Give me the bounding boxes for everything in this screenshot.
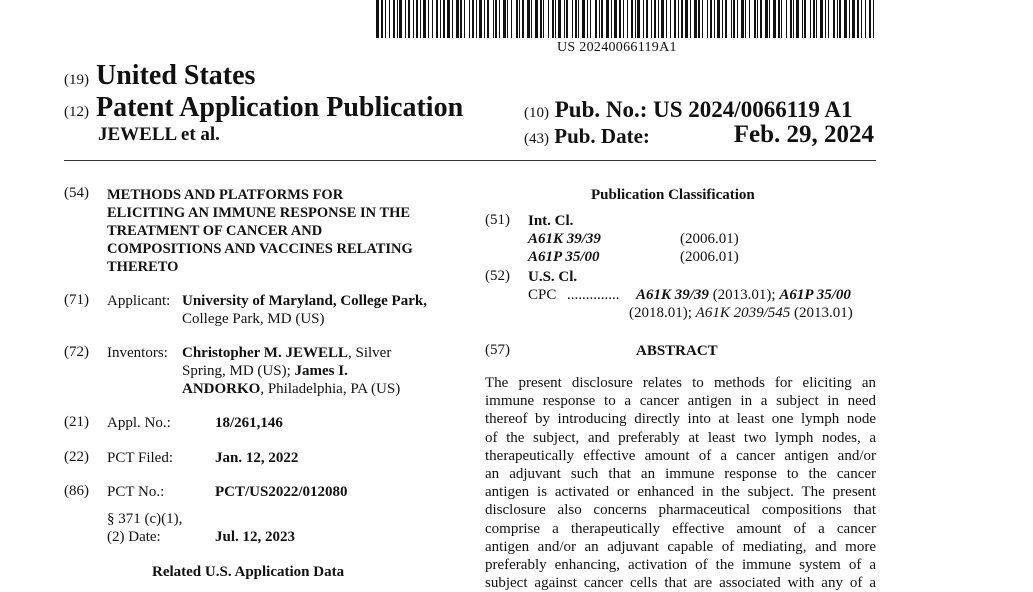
barcode-bar — [796, 0, 799, 38]
inid-code-12: (12) — [64, 104, 89, 120]
barcode-bar — [627, 0, 628, 38]
abstract-line: immune response to a cancer antigen in a subject in need — [485, 393, 876, 410]
barcode-bar — [725, 0, 727, 38]
barcode-bar — [828, 0, 829, 38]
cpc-year-2: (2018.01); — [629, 305, 692, 321]
barcode-bar — [376, 0, 379, 38]
abstract-heading: ABSTRACT — [636, 343, 718, 359]
intcl-code: A61K 39/39 — [528, 231, 601, 247]
barcode-bar — [707, 0, 708, 38]
barcode-bar — [741, 0, 744, 38]
barcode-bar — [503, 0, 506, 38]
s371-line-2: (2) Date: — [107, 529, 161, 545]
pub-date-label-line — [524, 124, 650, 149]
barcode-bar — [678, 0, 679, 38]
barcode-bar — [599, 0, 600, 38]
inid-code-54: (54) — [64, 185, 89, 201]
barcode-bar — [702, 0, 703, 38]
pub-no-label: Pub. No.: — [554, 97, 648, 122]
barcode-bar — [535, 0, 538, 38]
barcode-bar — [786, 0, 787, 38]
barcode-bar — [852, 0, 855, 38]
s371-line-1: § 371 (c)(1), — [107, 511, 183, 527]
barcode-bar — [601, 0, 603, 38]
barcode-bar — [760, 0, 762, 38]
barcode-bar — [472, 0, 474, 38]
pct-no-label: PCT No.: — [107, 484, 165, 500]
barcode-bar — [495, 0, 497, 38]
barcode-bar — [393, 0, 395, 38]
barcode-bar — [440, 0, 441, 38]
cpc-year-3: (2013.01) — [790, 305, 853, 321]
barcode-bar — [681, 0, 683, 38]
pub-date-value: Feb. 29, 2024 — [733, 121, 874, 148]
barcode-bar — [745, 0, 746, 38]
barcode-bar — [666, 0, 667, 38]
barcode-bar — [399, 0, 402, 38]
inventor-1-loc-cont: Spring, MD (US); — [182, 363, 291, 379]
barcode-bar — [635, 0, 636, 38]
barcode-bar — [793, 0, 794, 38]
barcode-bar — [619, 0, 621, 38]
barcode-bar — [552, 0, 554, 38]
abstract-line: The present disclosure relates to methods for eliciting an — [485, 375, 876, 391]
barcode-bar — [408, 0, 410, 38]
barcode-bar — [820, 0, 823, 38]
cpc-line-2 — [629, 304, 853, 322]
barcode-bar — [749, 0, 750, 38]
barcode-bar — [606, 0, 609, 38]
barcode-bar — [825, 0, 826, 38]
barcode-bar — [637, 0, 640, 38]
inid-code-52: (52) — [485, 268, 510, 284]
barcode-bar — [614, 0, 617, 38]
barcode-bar — [674, 0, 676, 38]
barcode-bar — [790, 0, 792, 38]
barcode-bar — [519, 0, 520, 38]
title-line: METHODS AND PLATFORMS FOR — [107, 187, 344, 203]
barcode-bar — [447, 0, 450, 38]
barcode-bar — [381, 0, 383, 38]
abstract-body — [485, 374, 876, 592]
abstract-line: preferably enhancing, activation of the immune system of a — [485, 557, 876, 574]
inventor-line-2 — [182, 362, 348, 380]
appl-no-value: 18/261,146 — [215, 415, 283, 431]
cpc-dots: .............. — [567, 287, 620, 303]
barcode-bar — [810, 0, 811, 38]
abstract-line: disclosure also concerns pharmaceutical compositions that — [485, 502, 876, 519]
barcode-bar — [531, 0, 532, 38]
inventor-1-loc: , Silver — [348, 345, 392, 361]
barcode-bar — [566, 0, 568, 38]
barcode-bar — [464, 0, 465, 38]
cpc-line-1 — [636, 286, 851, 304]
inid-code-21: (21) — [64, 414, 89, 430]
barcode-bar — [548, 0, 549, 38]
pub-no-value: US 2024/0066119 A1 — [653, 97, 853, 122]
barcode-bar — [423, 0, 426, 38]
barcode-bar — [499, 0, 500, 38]
barcode — [376, 0, 876, 38]
title-line: THERETO — [107, 259, 179, 275]
inid-code-22: (22) — [64, 449, 89, 465]
inventor-short: JEWELL et al. — [98, 124, 220, 145]
barcode-bar — [844, 0, 847, 38]
abstract-line: antigen is activated or enhanced in the subject. The present — [485, 484, 876, 501]
title-line: TREATMENT OF CANCER AND — [107, 223, 323, 239]
barcode-bar — [389, 0, 390, 38]
barcode-bar — [555, 0, 556, 38]
barcode-bar — [778, 0, 780, 38]
barcode-bar — [456, 0, 459, 38]
abstract-line: antigen and/or an adjuvant capable of mediating, and more — [485, 538, 876, 555]
barcode-bar — [405, 0, 406, 38]
barcode-bar — [833, 0, 835, 38]
s371-date-value: Jul. 12, 2023 — [215, 529, 296, 545]
barcode-bar — [802, 0, 803, 38]
barcode-bar — [849, 0, 850, 38]
barcode-bar — [722, 0, 723, 38]
barcode-bar — [694, 0, 697, 38]
barcode-bar — [469, 0, 470, 38]
barcode-bar — [543, 0, 544, 38]
abstract-line: comprise a therapeutically effective amount of a cancer — [485, 520, 876, 537]
barcode-bar — [873, 0, 874, 38]
inid-code-10: (10) — [524, 105, 549, 121]
barcode-bar — [575, 0, 577, 38]
barcode-bar — [769, 0, 770, 38]
doc-type-heading — [64, 92, 463, 124]
barcode-bar — [813, 0, 815, 38]
intcl-year: (2006.01) — [680, 231, 739, 247]
invention-title — [107, 186, 413, 276]
barcode-bar — [765, 0, 768, 38]
classification-heading: Publication Classification — [591, 187, 755, 203]
barcode-bar — [837, 0, 838, 38]
intcl-year: (2006.01) — [680, 249, 739, 265]
inid-code-71: (71) — [64, 292, 89, 308]
pub-date-label: Pub. Date: — [554, 124, 650, 148]
barcode-bar — [714, 0, 715, 38]
barcode-bar — [754, 0, 756, 38]
barcode-bar — [428, 0, 429, 38]
barcode-bar — [733, 0, 735, 38]
barcode-bar — [540, 0, 542, 38]
header-divider — [64, 160, 876, 161]
cpc-year-1: (2013.01); — [708, 287, 776, 303]
barcode-bar — [869, 0, 871, 38]
pub-number-line — [524, 97, 853, 123]
barcode-bar — [558, 0, 561, 38]
inid-code-57: (57) — [485, 342, 510, 358]
applicant-name: University of Maryland, College Park, — [182, 293, 427, 309]
barcode-bar — [816, 0, 817, 38]
inid-code-19: (19) — [64, 72, 89, 88]
barcode-bar — [578, 0, 579, 38]
barcode-bar — [385, 0, 386, 38]
inventor-line-3 — [182, 380, 400, 398]
barcode-bar — [484, 0, 485, 38]
applicant-location: College Park, MD (US) — [182, 311, 325, 327]
barcode-bar — [590, 0, 591, 38]
barcode-bar — [654, 0, 656, 38]
barcode-bar — [661, 0, 664, 38]
barcode-bar — [804, 0, 806, 38]
barcode-bar — [476, 0, 477, 38]
barcode-bar — [527, 0, 530, 38]
inventor-2-name-a: James I. — [294, 363, 348, 379]
abstract-line: subject against cancer cells that are associated with any of a — [485, 575, 876, 592]
cpc-code-3: A61K 2039/545 — [695, 305, 791, 321]
uscl-label: U.S. Cl. — [528, 269, 578, 285]
barcode-bar — [595, 0, 597, 38]
barcode-bar — [865, 0, 866, 38]
inventor-1-name: Christopher M. JEWELL — [182, 345, 348, 361]
barcode-bar — [623, 0, 624, 38]
barcode-bar — [646, 0, 648, 38]
barcode-bar — [717, 0, 720, 38]
intcl-code: A61P 35/00 — [528, 249, 600, 265]
cpc-code-1: A61K 39/39 — [636, 287, 709, 303]
barcode-bar — [757, 0, 758, 38]
barcode-bar — [698, 0, 700, 38]
barcode-bar — [572, 0, 573, 38]
barcode-bar — [522, 0, 524, 38]
abstract-line: of the subject, and preferably at least two lymph nodes, a — [485, 429, 876, 446]
barcode-bar — [737, 0, 738, 38]
barcode-bar — [516, 0, 518, 38]
title-line: COMPOSITIONS AND VACCINES RELATING — [107, 241, 413, 257]
barcode-bar — [710, 0, 712, 38]
barcode-bar — [420, 0, 421, 38]
inventor-2-loc: , Philadelphia, PA (US) — [260, 381, 401, 397]
barcode-bar — [397, 0, 398, 38]
inid-code-43: (43) — [524, 131, 549, 147]
barcode-bar — [651, 0, 652, 38]
barcode-bar — [670, 0, 671, 38]
barcode-bar — [611, 0, 612, 38]
barcode-bar — [587, 0, 588, 38]
inid-code-51: (51) — [485, 212, 510, 228]
barcode-bar — [487, 0, 489, 38]
barcode-bar — [582, 0, 585, 38]
country-name: United States — [96, 60, 256, 91]
appl-no-label: Appl. No.: — [107, 415, 171, 431]
barcode-bar — [839, 0, 841, 38]
barcode-bar — [511, 0, 512, 38]
barcode-bar — [432, 0, 433, 38]
applicant-label: Applicant: — [107, 293, 171, 309]
barcode-bar — [443, 0, 445, 38]
barcode-bar — [861, 0, 862, 38]
inventor-2-name-b: ANDORKO — [182, 381, 261, 397]
barcode-bar — [857, 0, 859, 38]
inid-code-86: (86) — [64, 483, 89, 499]
barcode-bar — [731, 0, 732, 38]
barcode-bar — [631, 0, 633, 38]
barcode-bar — [413, 0, 414, 38]
barcode-bar — [460, 0, 462, 38]
barcode-bar — [452, 0, 453, 38]
barcode-bar — [781, 0, 782, 38]
barcode-bar — [564, 0, 565, 38]
barcode-bar — [658, 0, 659, 38]
barcode-bar — [685, 0, 688, 38]
doc-type: Patent Application Publication — [96, 92, 464, 123]
barcode-bar — [773, 0, 776, 38]
cpc-label: CPC — [528, 287, 557, 303]
barcode-bar — [416, 0, 418, 38]
abstract-line: thereof by introducing directly into at least one lymph node — [485, 411, 876, 428]
barcode-bar — [643, 0, 644, 38]
abstract-line: therapeutically effective amount of a cancer antigen and/or — [485, 447, 876, 464]
barcode-bar — [436, 0, 438, 38]
pct-no-value: PCT/US2022/012080 — [215, 484, 348, 500]
barcode-bar — [479, 0, 482, 38]
cpc-code-2: A61P 35/00 — [779, 287, 851, 303]
barcode-bar — [690, 0, 691, 38]
abstract-line: an adjuvant such that an immune response to the cancer — [485, 466, 876, 483]
barcode-pub-number: US 20240066119A1 — [557, 40, 677, 55]
related-data-heading: Related U.S. Application Data — [152, 564, 345, 580]
pct-filed-label: PCT Filed: — [107, 450, 173, 466]
inventor-line-1 — [182, 344, 391, 362]
country-heading — [64, 60, 255, 92]
intcl-label: Int. Cl. — [528, 213, 574, 229]
barcode-bar — [507, 0, 508, 38]
title-line: ELICITING AN IMMUNE RESPONSE IN THE — [107, 205, 411, 221]
barcode-bar — [493, 0, 494, 38]
inventors-label: Inventors: — [107, 345, 168, 361]
pct-filed-value: Jan. 12, 2022 — [215, 450, 299, 466]
inid-code-72: (72) — [64, 344, 89, 360]
